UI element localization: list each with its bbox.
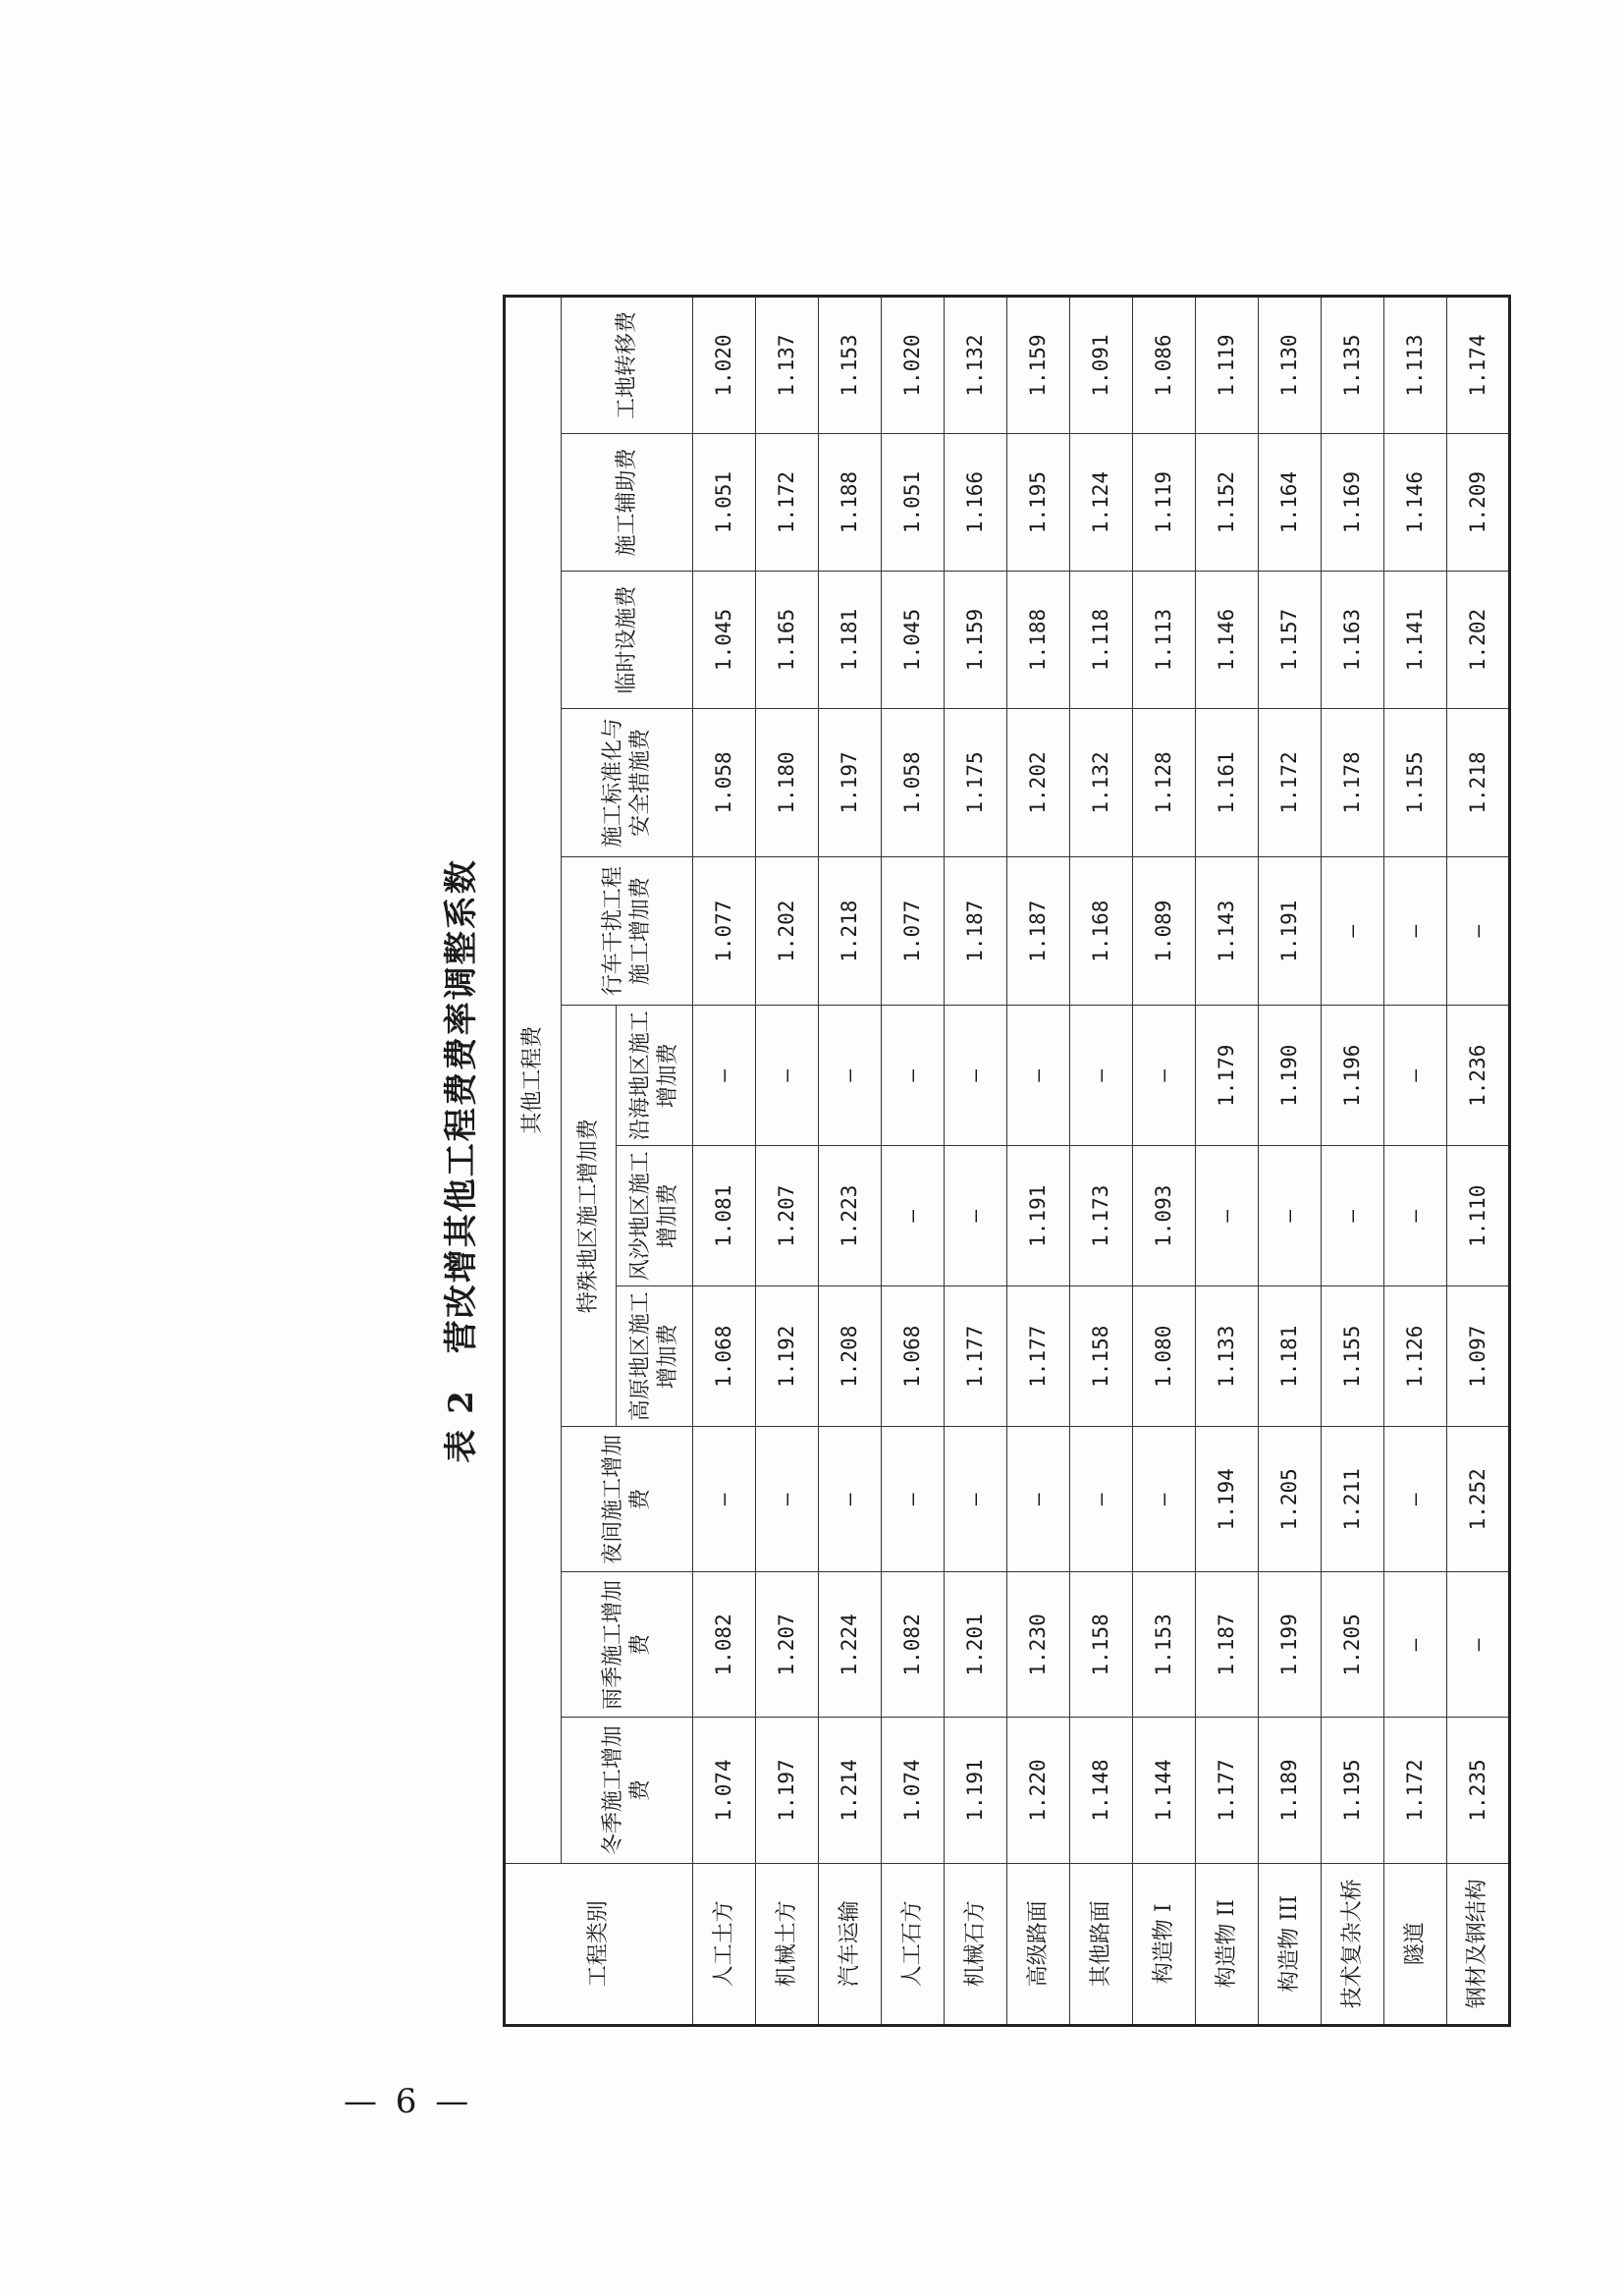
row-label: 汽车运输 (819, 1863, 882, 2025)
table-row (945, 297, 1007, 2026)
table-cell: 1.166 (945, 434, 1007, 572)
page-number: — 6 — (344, 2082, 473, 2121)
header-auxiliary: 施工辅助费 (562, 434, 693, 572)
table-cell: — (1070, 1427, 1133, 1572)
table-cell: — (1384, 1572, 1447, 1718)
table-cell: — (1133, 1006, 1196, 1146)
table-cell: 1.132 (945, 297, 1007, 434)
table-cell: 1.132 (1070, 708, 1133, 856)
table-cell: 1.188 (819, 434, 882, 572)
table-cell: 1.201 (945, 1572, 1007, 1718)
table-cell: 1.168 (1070, 857, 1133, 1006)
coefficient-table (503, 295, 1511, 2027)
table-cell: 1.223 (819, 1146, 882, 1286)
row-label: 其他路面 (1070, 1863, 1133, 2025)
table-cell: 1.195 (1007, 434, 1070, 572)
table-cell: 1.161 (1196, 708, 1259, 856)
table-row (1447, 297, 1510, 2026)
row-label: 人工石方 (882, 1863, 945, 2025)
table-cell: 1.236 (1447, 1006, 1510, 1146)
table-cell: 1.113 (1133, 571, 1196, 708)
row-label: 构造物 II (1196, 1863, 1259, 2025)
table-cell: 1.199 (1259, 1572, 1322, 1718)
table-cell: 1.128 (1133, 708, 1196, 856)
header-night: 夜间施工增加费 (562, 1427, 693, 1572)
header-transfer: 工地转移费 (562, 297, 693, 434)
table-cell: 1.187 (1007, 857, 1070, 1006)
table-cell: 1.159 (1007, 297, 1070, 434)
table-cell: 1.081 (693, 1146, 756, 1286)
table-cell: — (1384, 1146, 1447, 1286)
header-traffic: 行车干扰工程施工增加费 (562, 857, 693, 1006)
table-cell: 1.252 (1447, 1427, 1510, 1572)
table-cell: — (882, 1146, 945, 1286)
table-cell: 1.153 (819, 297, 882, 434)
table-cell: 1.020 (693, 297, 756, 434)
table-cell: — (693, 1427, 756, 1572)
table-cell: — (1007, 1006, 1070, 1146)
table-cell: — (819, 1006, 882, 1146)
table-cell: 1.197 (756, 1718, 819, 1863)
table-cell: — (1007, 1427, 1070, 1572)
table-cell: 1.209 (1447, 434, 1510, 572)
table-cell: 1.163 (1322, 571, 1384, 708)
table-cell: — (693, 1006, 756, 1146)
table-cell: — (1384, 1006, 1447, 1146)
row-label: 技术复杂大桥 (1322, 1863, 1384, 2025)
table-cell: 1.177 (945, 1286, 1007, 1427)
table-cell: 1.119 (1196, 297, 1259, 434)
table-cell: 1.172 (1259, 708, 1322, 856)
table-cell: 1.135 (1322, 297, 1384, 434)
table-cell: — (756, 1427, 819, 1572)
table-cell: 1.207 (756, 1572, 819, 1718)
table-cell: — (882, 1427, 945, 1572)
table-cell: — (1384, 857, 1447, 1006)
table-cell: 1.218 (1447, 708, 1510, 856)
header-winter: 冬季施工增加费 (562, 1718, 693, 1863)
table-cell: — (1133, 1427, 1196, 1572)
table-row (1322, 297, 1384, 2026)
table-cell: 1.202 (1447, 571, 1510, 708)
table-cell: 1.202 (1007, 708, 1070, 856)
table-cell: 1.157 (1259, 571, 1322, 708)
header-special-region: 特殊地区施工增加费 (562, 1006, 617, 1427)
table-cell: 1.137 (756, 297, 819, 434)
table-cell: 1.126 (1384, 1286, 1447, 1427)
table-title-text: 营改增其他工程费费率调整系数 (442, 858, 481, 1354)
table-row (819, 297, 882, 2026)
table-cell: 1.144 (1133, 1718, 1196, 1863)
table-cell: 1.181 (1259, 1286, 1322, 1427)
header-engineering-type: 工程类别 (505, 1863, 693, 2025)
row-label: 高级路面 (1007, 1863, 1070, 2025)
row-label: 钢材及钢结构 (1447, 1863, 1510, 2025)
table-cell: 1.082 (882, 1572, 945, 1718)
table-cell: 1.190 (1259, 1006, 1322, 1146)
table-cell: 1.130 (1259, 297, 1322, 434)
table-cell: 1.197 (819, 708, 882, 856)
table-cell: 1.124 (1070, 434, 1133, 572)
table-cell: 1.158 (1070, 1286, 1133, 1427)
table-cell: 1.074 (693, 1718, 756, 1863)
table-cell: 1.165 (756, 571, 819, 708)
table-cell: 1.207 (756, 1146, 819, 1286)
table-cell: 1.158 (1070, 1572, 1133, 1718)
table-cell: — (756, 1006, 819, 1146)
table-row (1259, 297, 1322, 2026)
table-cell: — (945, 1006, 1007, 1146)
header-other-engineering-fees: 其他工程费 (505, 297, 562, 1864)
table-cell: — (1447, 1572, 1510, 1718)
table-cell: 1.196 (1322, 1006, 1384, 1146)
table-row (693, 297, 756, 2026)
table-cell: 1.195 (1322, 1718, 1384, 1863)
table-cell: 1.045 (882, 571, 945, 708)
table-cell: 1.155 (1384, 708, 1447, 856)
table-cell: 1.146 (1384, 434, 1447, 572)
table-row (1384, 297, 1447, 2026)
table-cell: 1.214 (819, 1718, 882, 1863)
table-cell: 1.177 (1196, 1718, 1259, 1863)
table-cell: 1.091 (1070, 297, 1133, 434)
table-cell: 1.080 (1133, 1286, 1196, 1427)
table-cell: 1.093 (1133, 1146, 1196, 1286)
table-cell: 1.089 (1133, 857, 1196, 1006)
table-cell: 1.218 (819, 857, 882, 1006)
row-label: 隧道 (1384, 1863, 1447, 2025)
table-cell: 1.177 (1007, 1286, 1070, 1427)
table-cell: 1.097 (1447, 1286, 1510, 1427)
row-label: 人工土方 (693, 1863, 756, 2025)
header-plateau: 高原地区施工增加费 (617, 1286, 693, 1427)
table-cell: 1.159 (945, 571, 1007, 708)
table-cell: 1.191 (1259, 857, 1322, 1006)
table-cell: 1.172 (756, 434, 819, 572)
row-label: 构造物 III (1259, 1863, 1322, 2025)
table-row (1070, 297, 1133, 2026)
table-cell: 1.211 (1322, 1427, 1384, 1572)
table-cell: 1.148 (1070, 1718, 1133, 1863)
table-cell: 1.189 (1259, 1718, 1322, 1863)
table-cell: — (1384, 1427, 1447, 1572)
table-cell: 1.178 (1322, 708, 1384, 856)
rotated-table-region (432, 295, 1490, 2027)
table-row (1007, 297, 1070, 2026)
table-cell: 1.187 (945, 857, 1007, 1006)
table-cell: 1.208 (819, 1286, 882, 1427)
table-cell: — (1259, 1146, 1322, 1286)
header-rain: 雨季施工增加费 (562, 1572, 693, 1718)
table-cell: 1.133 (1196, 1286, 1259, 1427)
table-row (882, 297, 945, 2026)
table-cell: 1.146 (1196, 571, 1259, 708)
table-cell: — (945, 1427, 1007, 1572)
table-cell: — (819, 1427, 882, 1572)
row-label: 机械石方 (945, 1863, 1007, 2025)
table-cell: 1.173 (1070, 1146, 1133, 1286)
row-label: 构造物 I (1133, 1863, 1196, 2025)
table-cell: 1.086 (1133, 297, 1196, 434)
table-cell: 1.188 (1007, 571, 1070, 708)
table-cell: 1.153 (1133, 1572, 1196, 1718)
table-cell: 1.224 (819, 1572, 882, 1718)
table-cell: — (1322, 857, 1384, 1006)
table-cell: 1.179 (1196, 1006, 1259, 1146)
table-cell: — (882, 1006, 945, 1146)
table-cell: 1.194 (1196, 1427, 1259, 1572)
table-cell: 1.235 (1447, 1718, 1510, 1863)
table-cell: 1.058 (693, 708, 756, 856)
table-cell: 1.174 (1447, 297, 1510, 434)
table-cell: 1.202 (756, 857, 819, 1006)
table-cell: 1.205 (1259, 1427, 1322, 1572)
header-temporary: 临时设施费 (562, 571, 693, 708)
table-cell: — (1322, 1146, 1384, 1286)
table-cell: 1.113 (1384, 297, 1447, 434)
table-cell: 1.181 (819, 571, 882, 708)
table-cell: 1.164 (1259, 434, 1322, 572)
table-row (756, 297, 819, 2026)
table-cell: 1.143 (1196, 857, 1259, 1006)
table-cell: 1.205 (1322, 1572, 1384, 1718)
table-cell: 1.180 (756, 708, 819, 856)
table-cell: 1.187 (1196, 1572, 1259, 1718)
table-cell: 1.169 (1322, 434, 1384, 572)
table-cell: 1.220 (1007, 1718, 1070, 1863)
table-title (432, 295, 491, 2027)
header-sandstorm: 风沙地区施工增加费 (617, 1146, 693, 1286)
table-cell: 1.118 (1070, 571, 1133, 708)
table-cell: — (1070, 1006, 1133, 1146)
table-cell: 1.058 (882, 708, 945, 856)
table-cell: 1.068 (882, 1286, 945, 1427)
table-cell: 1.155 (1322, 1286, 1384, 1427)
table-cell: 1.152 (1196, 434, 1259, 572)
table-row (1133, 297, 1196, 2026)
table-cell: 1.141 (1384, 571, 1447, 708)
table-cell: 1.119 (1133, 434, 1196, 572)
table-cell: — (1447, 857, 1510, 1006)
table-cell: 1.082 (693, 1572, 756, 1718)
table-cell: 1.051 (693, 434, 756, 572)
header-standardization: 施工标准化与安全措施费 (562, 708, 693, 856)
table-cell: 1.192 (756, 1286, 819, 1427)
table-cell: — (1196, 1146, 1259, 1286)
table-cell: 1.175 (945, 708, 1007, 856)
row-label: 机械土方 (756, 1863, 819, 2025)
table-cell: 1.172 (1384, 1718, 1447, 1863)
header-coastal: 沿海地区施工增加费 (617, 1006, 693, 1146)
table-row (1196, 297, 1259, 2026)
table-cell: 1.074 (882, 1718, 945, 1863)
table-cell: 1.051 (882, 434, 945, 572)
table-cell: 1.230 (1007, 1572, 1070, 1718)
table-cell: 1.045 (693, 571, 756, 708)
table-cell: — (945, 1146, 1007, 1286)
table-cell: 1.020 (882, 297, 945, 434)
table-cell: 1.191 (945, 1718, 1007, 1863)
table-cell: 1.068 (693, 1286, 756, 1427)
table-cell: 1.077 (882, 857, 945, 1006)
table-cell: 1.110 (1447, 1146, 1510, 1286)
table-number: 表 2 (442, 1389, 481, 1463)
table-cell: 1.077 (693, 857, 756, 1006)
table-cell: 1.191 (1007, 1146, 1070, 1286)
